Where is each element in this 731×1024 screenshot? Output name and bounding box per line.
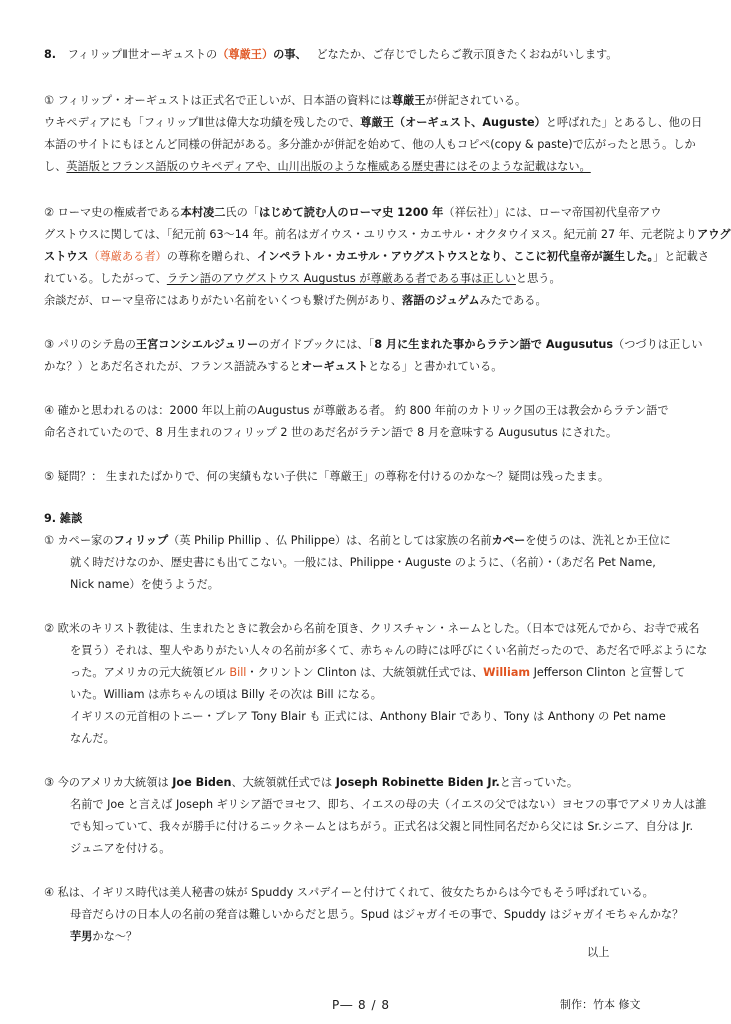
s9-p1-line2: 就く時だけなのか、歴史書にも出てこない。一般には、Philippe・Auguste のように、（名前）・（あだ名 Pet Name,	[70, 556, 656, 569]
s9-p2-line5: イギリスの元首相のトニー・ブレア Tony Blair も 正式には、Anthony Blair であり、Tony は Anthony の Pet name	[70, 710, 666, 723]
closing-text: 以上	[587, 946, 610, 959]
section-9-heading: 9. 雑談	[44, 512, 83, 525]
s8-p5-line1: ⑤ 疑問？： 生まれたばかりで、何の実績もない子供に「尊厳王」の尊称を付けるのかな～？疑問は残ったまま。	[44, 470, 610, 483]
s9-p2-line1: ② 欧米のキリスト教徒は、生まれたときに教会から名前を頂き、クリスチャン・ネームとした。（日本では死んでから、お寺で戒名	[44, 622, 700, 635]
heading-text: フィリップⅡ世オーギュストの	[67, 48, 218, 61]
s9-p3-line1: ③ 今のアメリカ大統領は Joe Biden、大統領就任式では Joseph Robinette Biden Jr.と言っていた。	[44, 776, 579, 789]
s9-p2-line6: なんだ。	[70, 732, 115, 745]
s9-p2-line2: を買う）それは、聖人やありがたい人々の名前が多くて、赤ちゃんの時には呼びにくい名前だったので、あだ名で呼ぶようにな	[70, 644, 708, 657]
s8-p1-line1: ① フィリップ・オーギュストは正式名で正しいが、日本語の資料には尊厳王が併記されている。	[44, 94, 527, 107]
heading-highlight: （尊厳王）	[217, 48, 274, 61]
s8-p2-line2: グストウスに関しては、「紀元前 63～14 年。前名はガイウス・ユリウス・カエサル・オクタウイヌス。紀元前 27 年、元老院よりアウグ	[44, 228, 731, 241]
s8-p3-line1: ③ パリのシテ島の王宮コンシエルジュリーのガイドブックには、「8 月に生まれた事からラテン語で Augusutus（つづりは正しい	[44, 338, 703, 351]
heading-request: どなたか、ご存じでしたらご教示頂きたくおねがいします。	[316, 48, 618, 61]
s8-p2-line4: れている。したがって、ラテン語のアウグストウス Augustus が尊厳ある者である事は正しいと思う。	[44, 272, 561, 285]
heading-text-bold: の事、	[273, 48, 307, 61]
s9-p2-line3: った。アメリカの元大統領ビル Bill・クリントン Clinton は、大統領就任式では、William Jefferson Clinton と宣誓して	[70, 666, 686, 679]
author-credit: 制作：竹本 修文	[560, 998, 641, 1011]
s9-p3-line4: ジュニアを付ける。	[70, 842, 171, 855]
section-number: 8.	[44, 48, 57, 61]
s9-p1-line1: ① カペー家のフィリップ（英 Philip Phillip 、仏 Philippe）は、名前としては家族の名前カペーを使うのは、洗礼とか王位に	[44, 534, 671, 547]
s8-p2-line3: ストウス（尊厳ある者）の尊称を贈られ、インペラトル・カエサル・アウグストウスとなり、ここに初代皇帝が誕生した。」と記載さ	[44, 250, 710, 263]
s8-p1-line3: 本語のサイトにもほとんど同様の併記がある。多分誰かが併記を始めて、他の人もコピペ(copy & paste)で広がったと思う。しか	[44, 138, 696, 151]
s9-p4-line2: 母音だらけの日本人の名前の発音は難しいからだと思う。Spud はジャガイモの事で、Spuddy はジャガイモちゃんかな？	[70, 908, 684, 921]
s9-p1-line3: Nick name）を使うようだ。	[70, 578, 219, 591]
s9-p4-line3: 芋男かな～？	[70, 930, 138, 943]
s8-p1-line4: し、英語版とフランス語版のウキペディアや、山川出版のような権威ある歴史書にはそのような記載はない。	[44, 160, 591, 173]
page-number: P― 8 / 8	[332, 998, 390, 1012]
section-8-heading	[44, 46, 617, 64]
s9-p3-line2: 名前で Joe と言えば Joseph ギリシア語でヨセフ、即ち、イエスの母の夫（イエスの父ではない）ヨセフの事でアメリカ人は誰	[70, 798, 707, 811]
s8-p4-line2: 命名されていたので、8 月生まれのフィリップ 2 世のあだ名がラテン語で 8 月を意味する Augusutus にされた。	[44, 426, 618, 439]
s9-p4-line1: ④ 私は、イギリス時代は美人秘書の妹が Spuddy スパデイーと付けてくれて、彼女たちからは今でもそう呼ばれている。	[44, 886, 654, 899]
s8-p2-line1: ② ローマ史の権威者である本村凌二氏の「はじめて読む人のローマ史 1200 年（祥伝社）」には、ローマ帝国初代皇帝アウ	[44, 206, 662, 219]
s9-p2-line4: いた。William は赤ちゃんの頃は Billy その次は Bill になる。	[70, 688, 382, 701]
s8-p3-line2: かな？）とあだ名されたが、フランス語読みするとオーギュストとなる」と書かれている。	[44, 360, 503, 373]
s8-p2-line5: 余談だが、ローマ皇帝にはありがたい名前をいくつも繋げた例があり、落語のジュゲムみたである。	[44, 294, 547, 307]
s9-p3-line3: でも知っていて、我々が勝手に付けるニックネームとはちがう。正式名は父親と同性同名だから父には Sr.シニア、自分は Jr.	[70, 820, 694, 833]
s8-p1-line2: ウキペディアにも「フィリップⅡ世は偉大な功績を残したので、尊厳王（オーギュスト、Auguste）と呼ばれた」とあるし、他の日	[44, 116, 703, 129]
s8-p4-line1: ④ 確かと思われるのは：2000 年以上前のAugustus が尊厳ある者。 約 800 年前のカトリック国の王は教会からラテン語で	[44, 404, 669, 417]
